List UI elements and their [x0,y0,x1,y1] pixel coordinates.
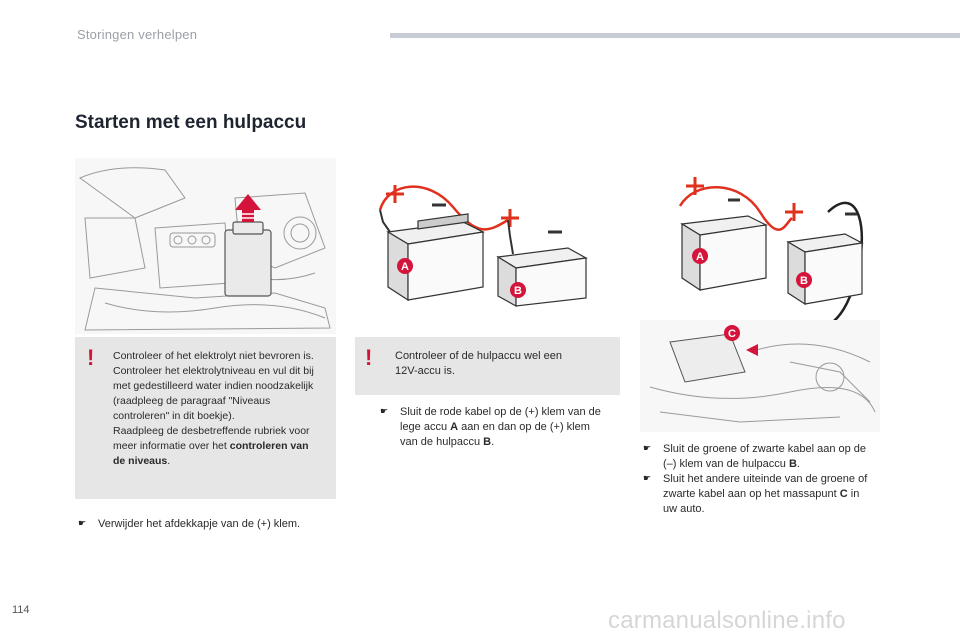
label-a: A [401,261,409,273]
section-header: Storingen verhelpen [77,27,198,42]
page-number: 114 [12,604,30,616]
label-a: A [696,251,704,263]
warning-box-electrolyte [75,337,336,499]
battery-b-shape [498,248,586,306]
warning-text-electrolyte: Controleer of het elektrolyt niet bevroren is. Controleer het elektrolytniveau en vul dit bij met gedestilleerd water indien noodzakelijk (raadpleeg de paragraaf "Niveaus controleren" in dit boekje). Raadpleeg de desbetreffende rubriek voor meer informatie over het controleren van de niveaus. [113,350,314,467]
pointing-hand-icon: ☛ [78,519,87,529]
plus-icon [501,209,519,227]
plus-icon [785,203,803,221]
pointing-hand-icon: ☛ [643,474,652,484]
two-batteries-red-cable-illustration [368,172,608,308]
label-b: B [800,275,808,287]
engine-bay-illustration [75,158,336,334]
label-c: C [728,328,736,340]
battery-b-shape [788,234,862,304]
watermark: carmanualsonline.info [608,607,846,634]
page-title: Starten met een hulpaccu [75,112,307,133]
label-b: B [514,285,522,297]
header-bar [390,33,960,38]
pointing-hand-icon: ☛ [643,444,652,454]
warning-icon: ! [87,345,95,370]
pointing-hand-icon: ☛ [380,407,389,417]
link-text-levels: controleren van [229,440,309,452]
plus-icon [686,177,704,195]
ground-connection-illustration [640,172,880,432]
battery-a-shape [388,214,483,300]
warning-icon: ! [365,345,373,370]
warning-box-12v [355,337,620,395]
step-connect-red-cable: ☛ Sluit de rode kabel op de (+) klem van de lege accu A aan en dan op de (+) klem van de hulpaccu B. [380,406,601,448]
step-remove-cover: ☛ Verwijder het afdekkapje van de (+) klem. [78,518,301,530]
step-connect-ground-cable: ☛ Sluit de groene of zwarte kabel aan op de (–) klem van de hulpaccu B. ☛ Sluit het andere uiteinde van de groene of zwarte kabel aan op het massapunt C in uw auto. [643,443,868,515]
warning-text-12v: Controleer of de hulpaccu wel een 12V-accu is. [395,350,562,377]
fuse-cover-shape [225,222,271,296]
